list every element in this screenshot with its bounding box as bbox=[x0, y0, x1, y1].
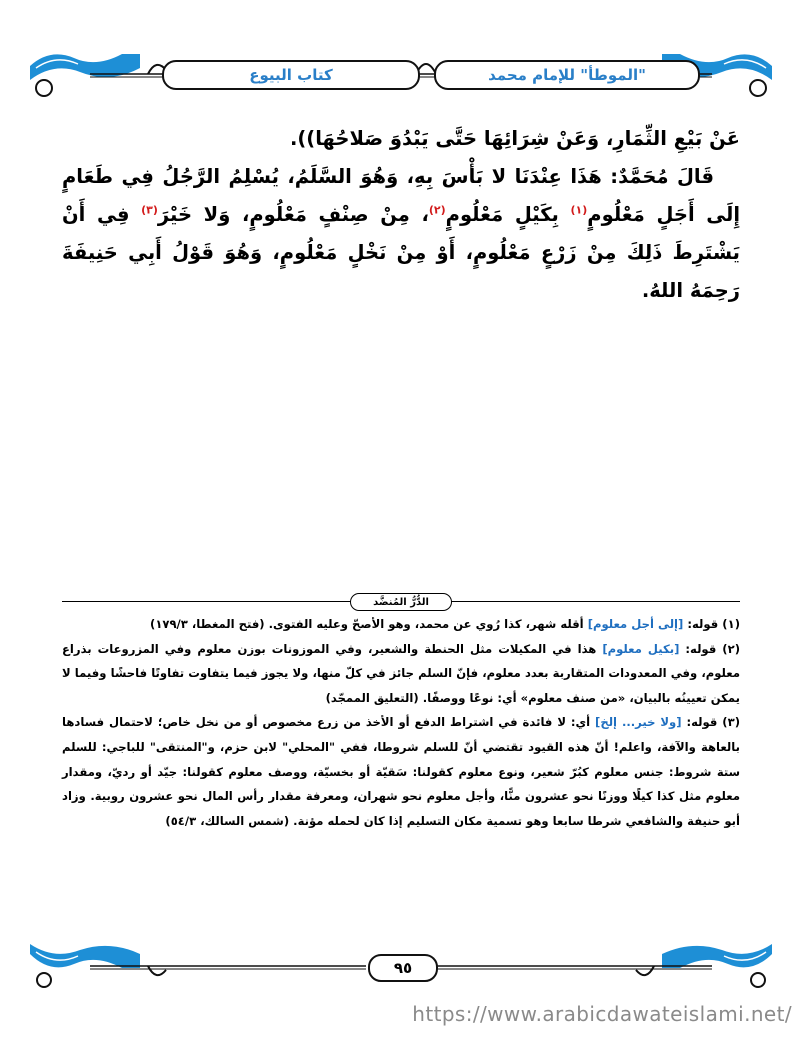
note-3 bbox=[62, 710, 740, 833]
note-2-number: (٢) قوله: bbox=[685, 641, 740, 656]
main-text-a: هَذَا عِنْدَنَا لا بَأْسَ بِهِ، وَهُوَ السَّلَمُ، يُسْلِمُ الرَّجُلُ فِي طَعَامٍ إِلَى أَجَلٍ مَعْلُومٍ bbox=[62, 165, 741, 226]
commentary-divider bbox=[62, 593, 740, 609]
commentary-notes bbox=[62, 612, 740, 833]
note-2 bbox=[62, 637, 740, 711]
footnote-marker-3[interactable]: (٣) bbox=[141, 203, 158, 217]
note-3-text: أي: لا فائدة في اشتراط الدفع أو الأخذ من زرع مخصوص أو من نخل خاص؛ لاحتمال فسادها بالعاهة والآفة، واعلم! أنّ هذه القيود تقتضي أنّ للسلم شروطا، ففي "المحلي" لابن حزم، و"المنتقى" للباجي: للسلم ستة شروط: جنس معلوم كبُرّ شعير، ونوع معلوم كقولنا: سَقيّة أو بخسيّة، ووصف معلوم كقولنا: جيّد أو رديّ، ومقدار معلوم مثل كذا كيلًا ووزنًا نحو عشرون منًّا، وأجل معلوم نحو شهران، ومعرفة مقدار رأس المال نحو عشرون روبية. وزاد أبو حنيفة والشافعي شرطا سابعا وهو تسمية مكان التسليم إذا كان لحمله مؤنة. (شمس السالك، ٥٤/٣) bbox=[62, 715, 740, 828]
note-1-number: (١) قوله: bbox=[687, 617, 740, 631]
note-2-text: هذا في المكيلات مثل الحنطة والشعير، وفي الموزونات بوزن معلوم وفي المزروعات بذراع معلوم، وفي المعدودات المتقاربة بعدد معلوم، فإنّ السلم جائز في كلّ منها، ولا يجوز فيما يتفاوت تفاوتًا فاحشًا وفيما لا يمكن تعيينُه بالبيان، «من صنف معلوم» أي: نوعًا ووصفًا. (التعليق الممجّد) bbox=[62, 641, 740, 705]
note-1-text: أقله شهر، كذا رُوي عن محمد، وهو الأصحّ وعليه الفتوى. (فتح المغطا، ١٧٩/٣) bbox=[150, 617, 588, 631]
footnote-marker-1[interactable]: (١) bbox=[570, 203, 588, 217]
book-title: "الموطأ" للإمام محمد bbox=[434, 60, 700, 90]
note-3-lemma: [ولا خير... إلخ] bbox=[595, 715, 682, 730]
commentary-heading: الدُّرُّ المُنضَّد bbox=[350, 593, 452, 611]
note-1 bbox=[62, 612, 740, 637]
main-text-d: فِي أَنْ يَشْتَرِطَ ذَلِكَ مِنْ زَرْعٍ مَعْلُومٍ، أَوْ مِنْ نَخْلٍ مَعْلُومٍ، وَهُوَ قَوْلُ أَبِي حَنِيفَةَ رَحِمَهُ اللهُ. bbox=[62, 203, 740, 302]
watermark-url: https://www.arabicdawateislami.net/ bbox=[412, 1002, 792, 1026]
note-2-lemma: [بكيل معلوم] bbox=[602, 641, 680, 656]
chapter-title: كتاب البيوع bbox=[162, 60, 420, 90]
footnote-marker-2[interactable]: (٢) bbox=[428, 203, 446, 217]
main-line-1: عَنْ بَيْعِ الثِّمَارِ، وَعَنْ شِرَائِهَا حَتَّى يَبْدُوَ صَلاحُهَا)). bbox=[289, 127, 740, 150]
main-text-b: بِكَيْلٍ مَعْلُومٍ bbox=[445, 203, 571, 226]
note-3-number: (٣) قوله: bbox=[686, 715, 740, 730]
note-1-lemma: [إلى أجل معلوم] bbox=[587, 617, 684, 631]
main-text-c: ، مِنْ صِنْفٍ مَعْلُومٍ، وَلا خَيْرَ bbox=[157, 203, 429, 226]
page-number: ٩٥ bbox=[368, 954, 438, 982]
speaker-label: قَالَ مُحَمَّدٌ: bbox=[610, 165, 715, 188]
main-text bbox=[62, 120, 740, 310]
main-paragraph bbox=[62, 158, 740, 310]
